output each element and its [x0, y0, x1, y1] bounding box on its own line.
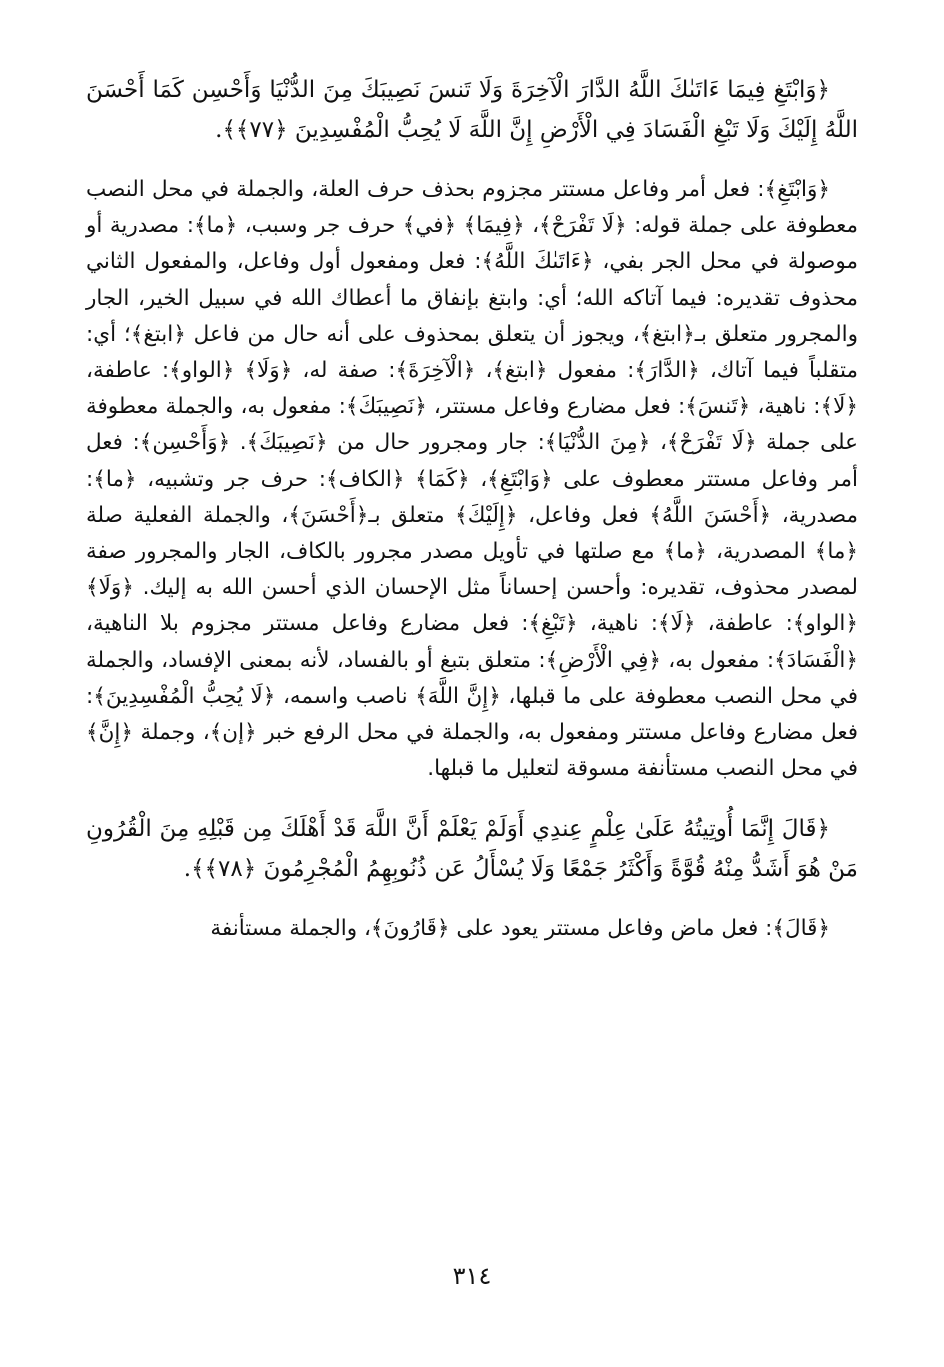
- quran-verse-77: ﴿وَابْتَغِ فِيمَا ءَاتَىٰكَ اللَّهُ الدَّارَ الْآخِرَةَ وَلَا تَنسَ نَصِيبَكَ مِنَ الدُّنْيَا وَأَحْسِن كَمَا أَحْسَنَ اللَّهُ إِلَيْكَ وَلَا تَبْغِ الْفَسَادَ فِي الْأَرْضِ إِنَّ اللَّهَ لَا يُحِبُّ الْمُفْسِدِينَ ﴿٧٧﴾﴾.: [86, 77, 858, 143]
- page-number: ٣١٤: [452, 1262, 492, 1290]
- quran-verse-78: ﴿قَالَ إِنَّمَا أُوتِيتُهُ عَلَىٰ عِلْمٍ عِندِي أَوَلَمْ يَعْلَمْ أَنَّ اللَّهَ قَدْ أَهْلَكَ مِن قَبْلِهِ مِنَ الْقُرُونِ مَنْ هُوَ أَشَدُّ مِنْهُ قُوَّةً وَأَكْثَرُ جَمْعًا وَلَا يُسْأَلُ عَن ذُنُوبِهِمُ الْمُجْرِمُونَ ﴿٧٨﴾﴾.: [86, 816, 858, 883]
- commentary-verse-77: ﴿وَابْتَغِ﴾: فعل أمر وفاعل مستتر مجزوم بحذف حرف العلة، والجملة في محل النصب معطوفة على جملة قوله: ﴿لَا تَفْرَحْ﴾، ﴿فِيمَا﴾ ﴿في﴾ حرف جر وسبب، ﴿ما﴾: مصدرية أو موصولة في محل الجر بفي، ﴿ءَاتَىٰكَ اللَّهُ﴾: فعل ومفعول أول وفاعل، والمفعول الثاني محذوف تقديره: فيما آتاكه الله؛ أي: وابتغ بإنفاق ما أعطاك الله في سبيل الخير، الجار والمجرور متعلق بـ﴿ابتغ﴾، ويجوز أن يتعلق بمحذوف على أنه حال من فاعل ﴿ابتغ﴾؛ أي: متقلباً فيما آتاك، ﴿الدَّارَ﴾: مفعول ﴿ابتغ﴾، ﴿الْآخِرَةَ﴾: صفة له، ﴿وَلَا﴾ ﴿الواو﴾: عاطفة، ﴿لَا﴾: ناهية، ﴿تَنسَ﴾: فعل مضارع وفاعل مستتر، ﴿نَصِيبَكَ﴾: مفعول به، والجملة معطوفة على جملة ﴿لَا تَفْرَحْ﴾، ﴿مِنَ الدُّنْيَا﴾: جار ومجرور حال من ﴿نَصِيبَكَ﴾. ﴿وَأَحْسِن﴾: فعل أمر وفاعل مستتر معطوف على ﴿وَابْتَغِ﴾، ﴿كَمَا﴾ ﴿الكاف﴾: حرف جر وتشبيه، ﴿ما﴾: مصدرية، ﴿أَحْسَنَ اللَّهُ﴾ فعل وفاعل، ﴿إِلَيْكَ﴾ متعلق بـ﴿أَحْسَنَ﴾، والجملة الفعلية صلة ﴿ما﴾ المصدرية، ﴿ما﴾ مع صلتها في تأويل مصدر مجرور بالكاف، الجار والمجرور صفة لمصدر محذوف، تقديره: وأحسن إحساناً مثل الإحسان الذي أحسن الله به إليك. ﴿وَلَا﴾ ﴿الواو﴾: عاطفة، ﴿لَا﴾: ناهية، ﴿تَبْغِ﴾: فعل مضارع وفاعل مستتر مجزوم بلا الناهية، ﴿الْفَسَادَ﴾: مفعول به، ﴿فِي الْأَرْضِ﴾: متعلق بتبغ أو بالفساد، لأنه بمعنى الإفساد، والجملة في محل النصب معطوفة على ما قبلها، ﴿إِنَّ اللَّهَ﴾ ناصب واسمه، ﴿لَا يُحِبُّ الْمُفْسِدِينَ﴾: فعل مضارع وفاعل مستتر ومفعول به، والجملة في محل الرفع خبر ﴿إن﴾، وجملة ﴿إِنَّ﴾ في محل النصب مستأنفة مسوقة لتعليل ما قبلها.: [86, 177, 858, 782]
- document-page: [86, 70, 858, 1320]
- commentary-verse-78: ﴿قَالَ﴾: فعل ماض وفاعل مستتر يعود على ﴿قَارُونَ﴾، والجملة مستأنفة: [210, 916, 830, 942]
